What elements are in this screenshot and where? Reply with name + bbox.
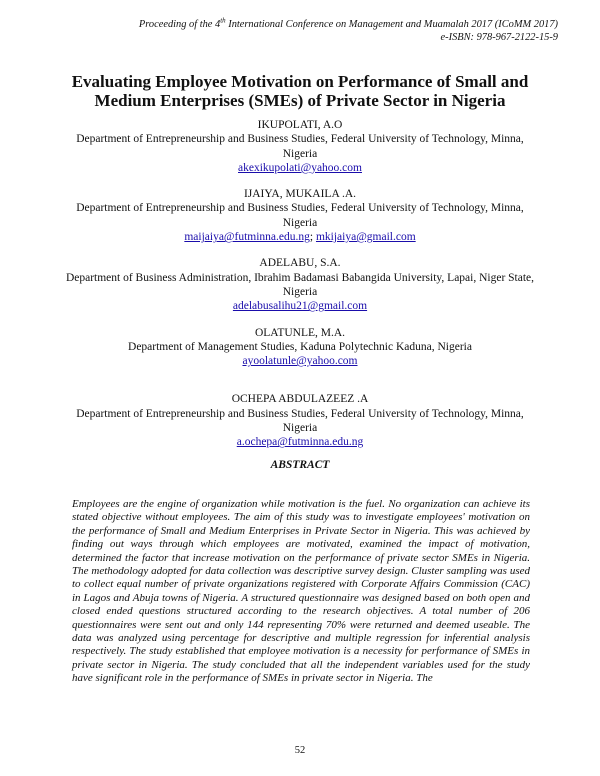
author-name: ADELABU, S.A. [259, 257, 341, 270]
author-affiliation: Department of Management Studies, Kaduna Polytechnic Kaduna, Nigeria [128, 340, 472, 353]
author-name: IKUPOLATI, A.O [257, 119, 343, 131]
author-block [62, 187, 538, 244]
isbn-line: e-ISBN: 978-967-2122-15-9 [440, 31, 558, 43]
author-affiliation: Department of Entrepreneurship and Business Studies, Federal University of Technology, Minna, Nigeria [76, 133, 524, 160]
proceedings-suffix: International Conference on Management and Muamalah 2017 (ICoMM 2017) [225, 19, 558, 30]
ordinal-superscript: th [220, 16, 226, 25]
author-name: OLATUNLE, M.A. [254, 326, 346, 339]
author-affiliation: Department of Business Administration, Ibrahim Badamasi Babangida University, Lapai, Niger State, Nigeria [65, 271, 535, 298]
abstract-body: Employees are the engine of organization while motivation is the fuel. No organization can achieve its stated objective without employees. The aim of this study was to investigate employees' motivation on the performance of Small and Medium Enterprises in Private Sector in Nigeria. This was achieved by finding out ways through which employees are motivated, examined the impact of motivation, determined the factor that increase motivation on the performance of private sector SMEs in Nigeria. The methodology adopted for data collection was descriptive survey design. Cluster sampling was used to collect equal number of private organizations registered with Corporate Affairs Commission (CAC) in Lagos and Abuja towns of Nigeria. A structured questionnaire was designed based on both open and closed ended questions structured according to the research objectives. A total number of 206 questionnaires were sent out and only 144 representing 70% were returned and deemed useable. The data was analyzed using percentage for descriptive and multiple regression for inferential analysis respectively. The study established that employee motivation is a necessity for performance of SMEs in private sector in Nigeria. The study concluded that all the independent variables used for the study have significant role in the performance of SMEs in private sector in Nigeria. The [72, 498, 530, 685]
proceedings-header [138, 16, 558, 44]
proceedings-prefix: Proceeding of the 4 [138, 19, 221, 30]
author-email-link[interactable]: akexikupolati@yahoo.com [238, 161, 362, 174]
proceedings-line [138, 16, 558, 32]
author-email-link[interactable]: maijaiya@futminna.edu.ng [184, 231, 310, 244]
paper-title: Evaluating Employee Motivation on Performance of Small and Medium Enterprises (SMEs) of Private Sector in Nigeria [71, 72, 529, 110]
author-email-link[interactable]: ayoolatunle@yahoo.com [242, 355, 358, 368]
author-email-link[interactable]: a.ochepa@futminna.edu.ng [236, 436, 364, 449]
author-block [62, 326, 538, 369]
page-number: 52 [294, 745, 306, 756]
author-email-link[interactable]: adelabusalihu21@gmail.com [232, 300, 368, 313]
author-affiliation: Department of Entrepreneurship and Business Studies, Federal University of Technology, Minna, Nigeria [76, 407, 524, 435]
author-block [62, 392, 538, 449]
email-separator: ; [309, 231, 316, 244]
author-name: IJAIYA, MUKAILA .A. [243, 188, 357, 201]
author-list [62, 118, 538, 450]
abstract-heading: ABSTRACT [270, 459, 330, 471]
author-affiliation: Department of Entrepreneurship and Business Studies, Federal University of Technology, Minna, Nigeria [76, 202, 524, 229]
author-block [62, 118, 538, 175]
author-email-link-secondary[interactable]: mkijaiya@gmail.com [315, 231, 416, 244]
author-block [62, 256, 538, 313]
author-name: OCHEPA ABDULAZEEZ .A [231, 393, 369, 406]
